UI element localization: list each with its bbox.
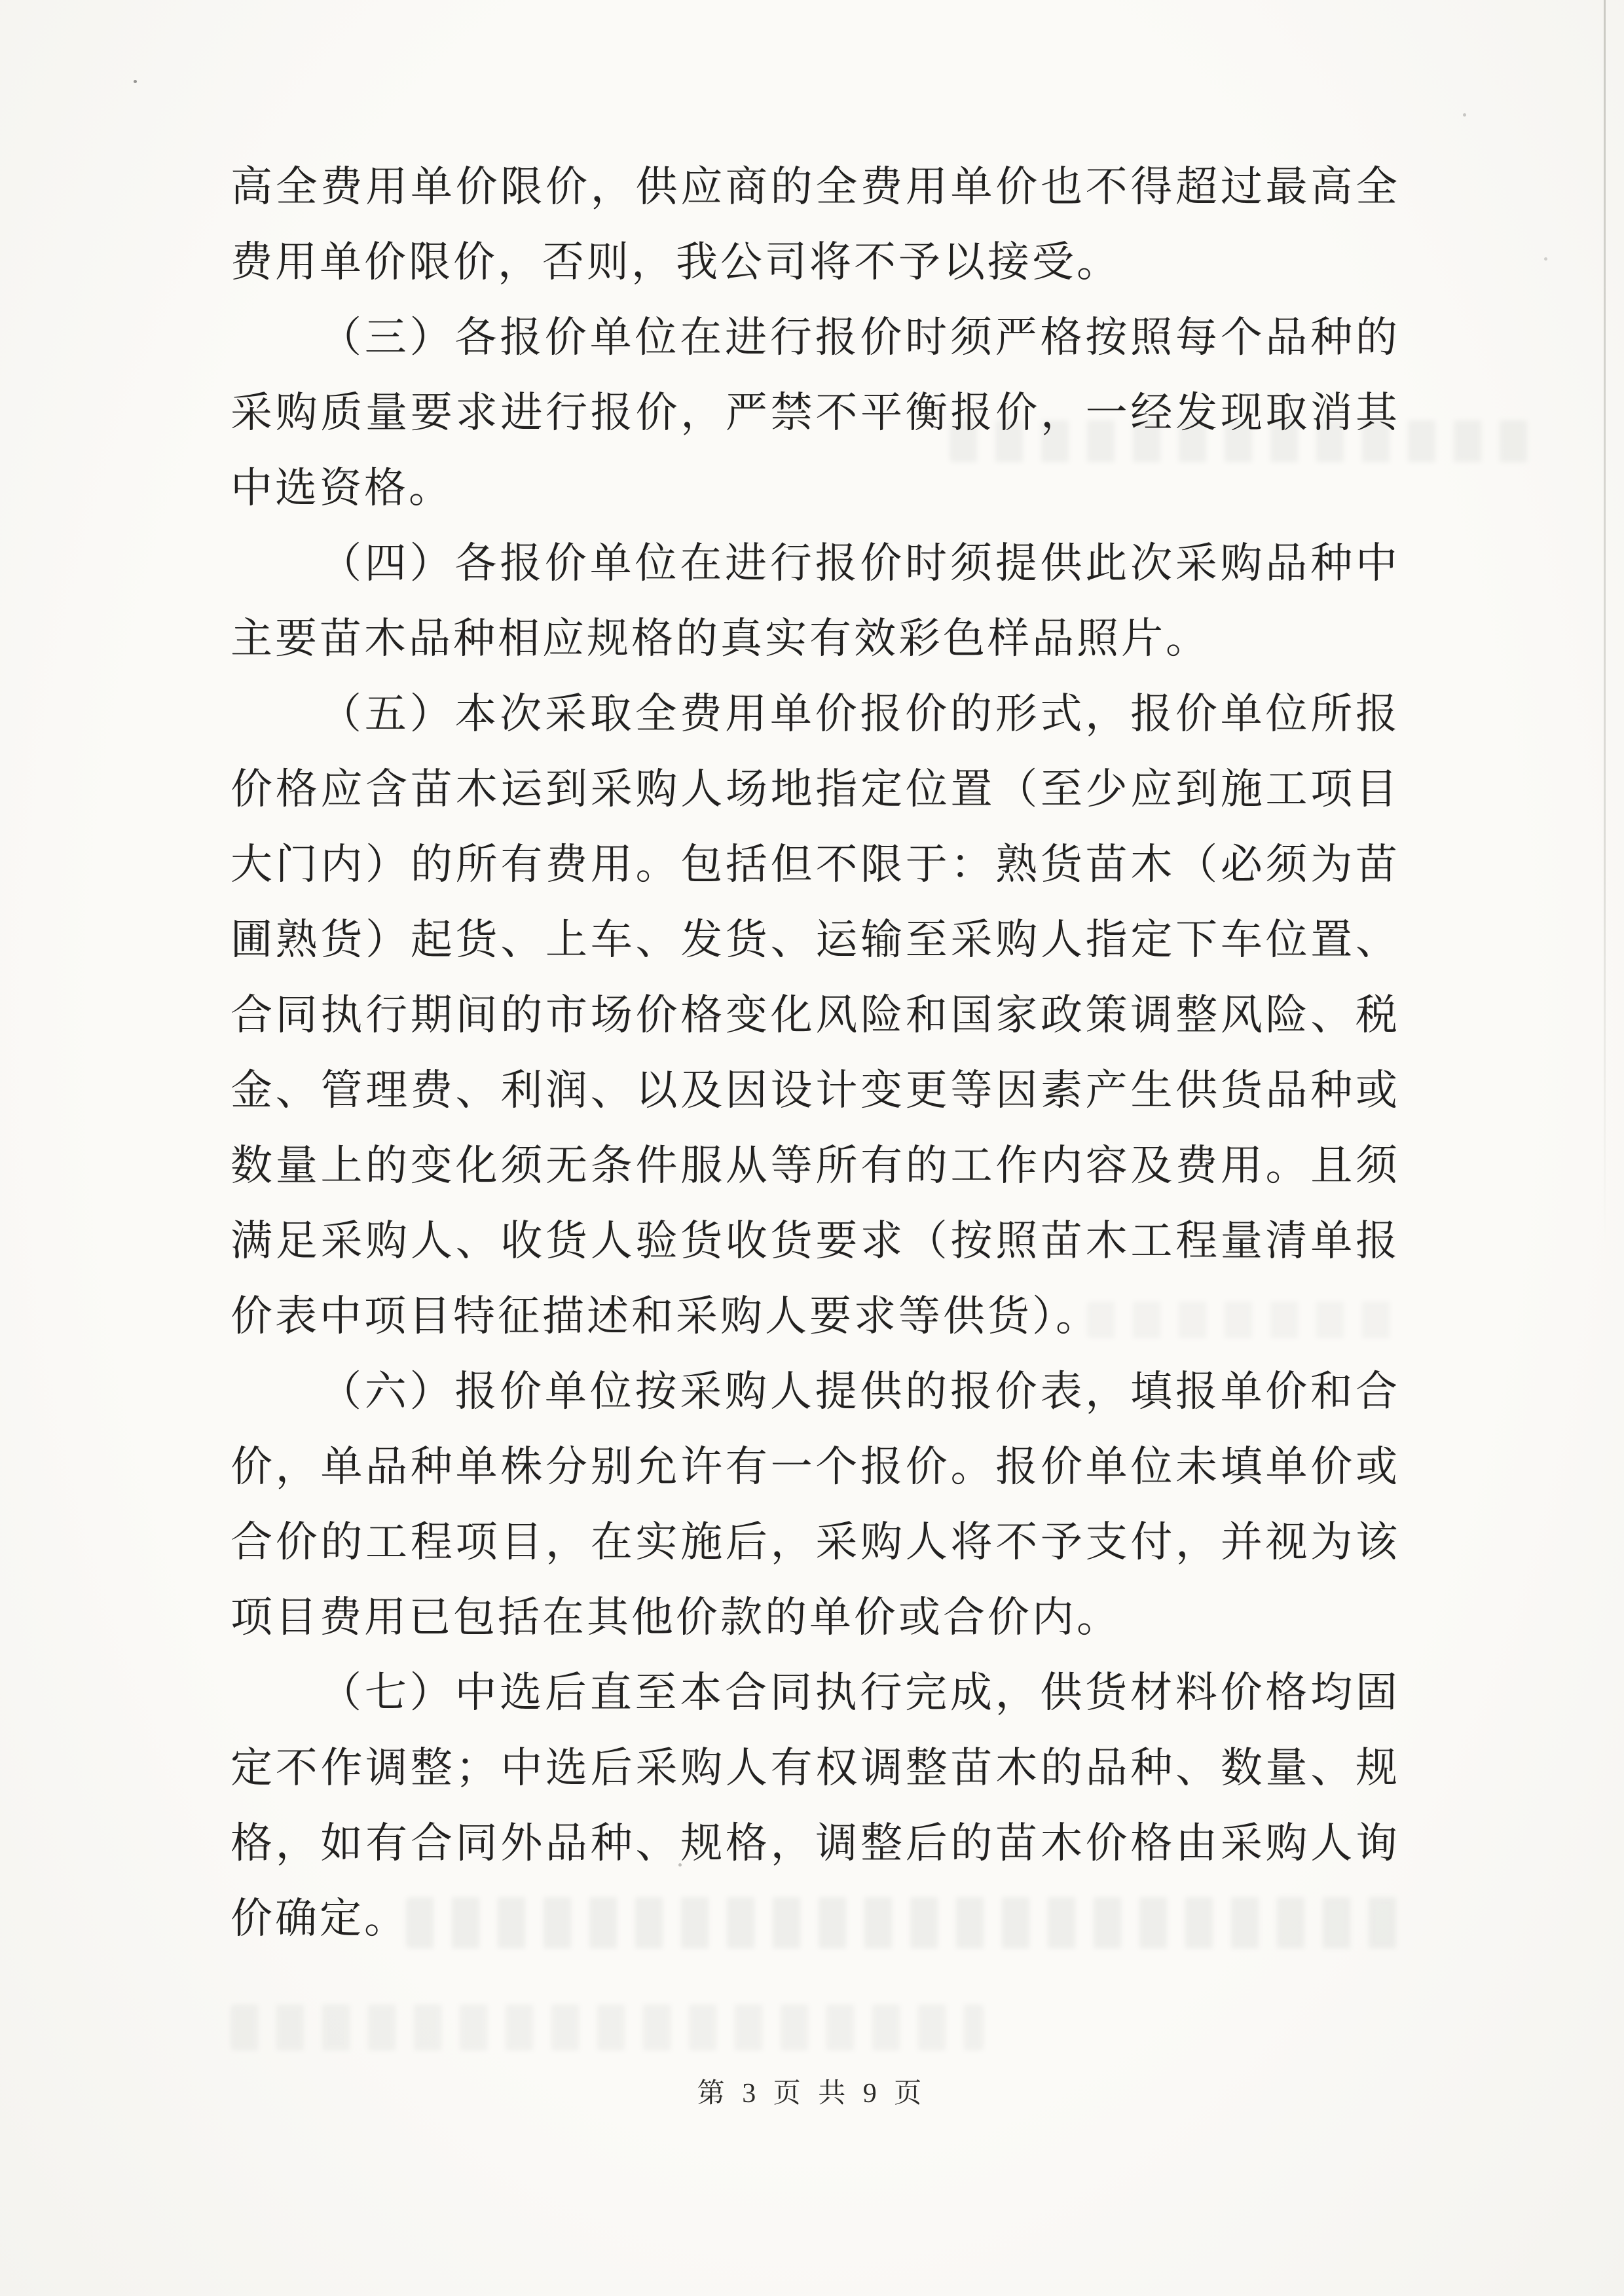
text-line: 金、管理费、利润、以及因设计变更等因素产生供货品种或 bbox=[231, 1067, 1397, 1114]
text-line: （五）本次采取全费用单价报价的形式，报价单位所报 bbox=[320, 691, 1397, 737]
text-line: 价，单品种单株分别允许有一个报价。报价单位未填单价或 bbox=[231, 1444, 1397, 1490]
text-line: 满足采购人、收货人验货收货要求（按照苗木工程量清单报 bbox=[231, 1218, 1397, 1264]
text-line: （七）中选后直至本合同执行完成，供货材料价格均固 bbox=[320, 1669, 1397, 1716]
text-line: 大门内）的所有费用。包括但不限于：熟货苗木（必须为苗 bbox=[231, 841, 1397, 888]
text-line: 高全费用单价限价，供应商的全费用单价也不得超过最高全 bbox=[231, 164, 1397, 210]
text-line: 合同执行期间的市场价格变化风险和国家政策调整风险、税 bbox=[231, 992, 1397, 1038]
text-line: 价确定。 bbox=[231, 1895, 409, 1942]
text-line: 中选资格。 bbox=[231, 465, 453, 511]
text-line: 格，如有合同外品种、规格，调整后的苗木价格由采购人询 bbox=[231, 1820, 1397, 1867]
text-line: 圃熟货）起货、上车、发货、运输至采购人指定下车位置、 bbox=[231, 917, 1397, 963]
text-line: （三）各报价单位在进行报价时须严格按照每个品种的 bbox=[320, 314, 1397, 361]
text-line: （四）各报价单位在进行报价时须提供此次采购品种中 bbox=[320, 540, 1397, 587]
text-line: 费用单价限价，否则，我公司将不予以接受。 bbox=[231, 239, 1121, 285]
text-line: 价表中项目特征描述和采购人要求等供货）。 bbox=[231, 1293, 1100, 1339]
text-line: 定不作调整；中选后采购人有权调整苗木的品种、数量、规 bbox=[231, 1745, 1397, 1791]
page-footer: 第 3 页 共 9 页 bbox=[697, 2079, 927, 2109]
scan-bleed-artifact bbox=[231, 2005, 984, 2050]
text-line: 合价的工程项目，在实施后，采购人将不予支付，并视为该 bbox=[231, 1519, 1397, 1565]
text-line: 主要苗木品种相应规格的真实有效彩色样品照片。 bbox=[231, 615, 1210, 662]
text-line: 采购质量要求进行报价，严禁不平衡报价，一经发现取消其 bbox=[231, 390, 1397, 436]
scan-speck bbox=[1544, 257, 1547, 261]
scan-speck bbox=[1463, 113, 1466, 117]
main-text-block bbox=[231, 149, 1397, 1956]
text-line: 价格应含苗木运到采购人场地指定位置（至少应到施工项目 bbox=[231, 766, 1397, 812]
text-line: （六）报价单位按采购人提供的报价表，填报单价和合 bbox=[320, 1368, 1397, 1415]
scan-speck bbox=[134, 80, 137, 83]
scanner-edge-line bbox=[1604, 0, 1606, 1244]
text-line: 项目费用已包括在其他价款的单价或合价内。 bbox=[231, 1594, 1121, 1641]
text-line: 数量上的变化须无条件服从等所有的工作内容及费用。且须 bbox=[231, 1142, 1397, 1189]
